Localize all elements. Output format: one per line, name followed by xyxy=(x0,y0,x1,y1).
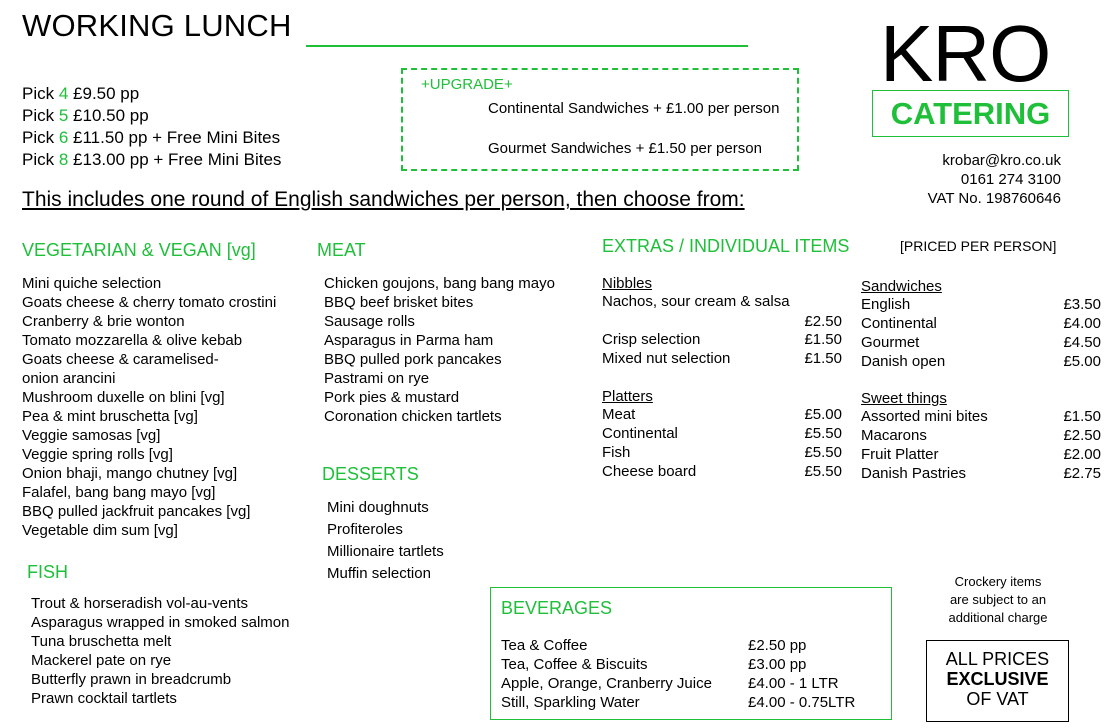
platters-heading: Platters xyxy=(602,388,653,405)
sandwiches-price: £5.00 xyxy=(1063,353,1101,370)
platters-price: £5.00 xyxy=(804,406,842,423)
meat-list xyxy=(324,274,555,426)
upgrade-gourmet: Gourmet Sandwiches + £1.50 per person xyxy=(488,140,762,157)
vegetarian-heading: VEGETARIAN & VEGAN [vg] xyxy=(22,240,256,260)
list-item: Pastrami on rye xyxy=(324,370,430,387)
desserts-list xyxy=(327,497,444,585)
pricing-option: Pick 8 £13.00 pp + Free Mini Bites xyxy=(22,150,282,169)
list-item: Falafel, bang bang mayo [vg] xyxy=(22,484,216,501)
beverages-box xyxy=(490,587,892,720)
list-item: Profiteroles xyxy=(327,521,403,538)
fish-heading: FISH xyxy=(27,562,69,582)
list-item: Muffin selection xyxy=(327,565,431,582)
list-item: Onion bhaji, mango chutney [vg] xyxy=(22,465,238,482)
list-item: Millionaire tartlets xyxy=(327,543,444,560)
beverage-item: Still, Sparkling Water xyxy=(501,694,640,711)
platters-item: Cheese board xyxy=(602,463,697,480)
contact-phone: 0161 274 3100 xyxy=(960,171,1061,188)
priced-per-person-note: [PRICED PER PERSON] xyxy=(900,238,1057,254)
pick-count: 6 xyxy=(58,128,69,147)
sweet-price: £2.00 xyxy=(1063,446,1101,463)
intro-text: This includes one round of English sandwiches per person, then choose from: xyxy=(22,188,745,211)
upgrade-heading: +UPGRADE+ xyxy=(421,76,513,93)
list-item: BBQ pulled jackfruit pancakes [vg] xyxy=(22,503,251,520)
pick-count: 5 xyxy=(58,106,69,125)
sweet-item: Macarons xyxy=(861,427,927,444)
list-item: Goats cheese & cherry tomato crostini xyxy=(22,294,277,311)
sandwiches-item: Continental xyxy=(861,315,937,332)
list-item: Tuna bruschetta melt xyxy=(31,633,172,650)
list-item: Goats cheese & caramelised- xyxy=(22,351,219,368)
vat-notice: ALL PRICES EXCLUSIVE OF VAT xyxy=(926,640,1069,722)
list-item: BBQ pulled pork pancakes xyxy=(324,351,502,368)
sandwiches-heading: Sandwiches xyxy=(861,278,942,295)
sandwiches-item: Gourmet xyxy=(861,334,920,351)
beverage-price: £4.00 - 0.75LTR xyxy=(748,694,856,711)
beverage-item: Tea, Coffee & Biscuits xyxy=(501,656,648,673)
list-item: Mushroom duxelle on blini [vg] xyxy=(22,389,225,406)
pricing-option: Pick 5 £10.50 pp xyxy=(22,106,149,125)
vegetarian-list xyxy=(22,274,276,540)
pricing-option: Pick 4 £9.50 pp xyxy=(22,84,140,103)
nibbles-item: Crisp selection xyxy=(602,331,701,348)
fish-list xyxy=(31,594,289,708)
extras-heading: EXTRAS / INDIVIDUAL ITEMS xyxy=(602,236,850,256)
kro-logo: KRO xyxy=(880,9,1051,98)
list-item: Mini doughnuts xyxy=(327,499,429,516)
sweet-price: £1.50 xyxy=(1063,408,1101,425)
list-item: Pea & mint bruschetta [vg] xyxy=(22,408,198,425)
nibbles-price: £2.50 xyxy=(804,313,842,330)
beverage-price: £3.00 pp xyxy=(748,656,807,673)
platters-item: Continental xyxy=(602,425,678,442)
list-item: Pork pies & mustard xyxy=(324,389,460,406)
list-item: Mackerel pate on rye xyxy=(31,652,172,669)
list-item: Veggie spring rolls [vg] xyxy=(22,446,173,463)
beverage-item: Tea & Coffee xyxy=(501,637,588,654)
list-item: Butterfly prawn in breadcrumb xyxy=(31,671,232,688)
crockery-note: Crockery items are subject to an additional charge xyxy=(948,574,1048,625)
list-item: BBQ beef brisket bites xyxy=(324,294,474,311)
list-item: Sausage rolls xyxy=(324,313,415,330)
sweet-heading: Sweet things xyxy=(861,390,947,407)
sandwiches-price: £4.00 xyxy=(1063,315,1101,332)
upgrade-continental: Continental Sandwiches + £1.00 per person xyxy=(488,100,780,117)
list-item: Vegetable dim sum [vg] xyxy=(22,522,178,539)
list-item: Chicken goujons, bang bang mayo xyxy=(324,275,555,292)
beverage-price: £2.50 pp xyxy=(748,637,807,654)
title-underline xyxy=(306,45,748,47)
sweet-item: Danish Pastries xyxy=(861,465,967,482)
sandwiches-item: Danish open xyxy=(861,353,946,370)
platters-price: £5.50 xyxy=(804,463,842,480)
sandwiches-price: £4.50 xyxy=(1063,334,1101,351)
sweet-item: Assorted mini bites xyxy=(861,408,988,425)
beverage-price: £4.00 - 1 LTR xyxy=(748,675,839,692)
platters-price: £5.50 xyxy=(804,444,842,461)
platters-item: Fish xyxy=(602,444,631,461)
sandwiches-item: English xyxy=(861,296,911,313)
platters-item: Meat xyxy=(602,406,636,423)
sandwiches-price: £3.50 xyxy=(1063,296,1101,313)
nibbles-item: Nachos, sour cream & salsa xyxy=(602,293,790,310)
contact-email: krobar@kro.co.uk xyxy=(942,152,1061,169)
desserts-heading: DESSERTS xyxy=(322,464,419,484)
meat-heading: MEAT xyxy=(317,240,366,260)
pick-count: 8 xyxy=(58,150,69,169)
list-item: Asparagus wrapped in smoked salmon xyxy=(31,614,290,631)
nibbles-item: Mixed nut selection xyxy=(602,350,731,367)
pricing-option: Pick 6 £11.50 pp + Free Mini Bites xyxy=(22,128,281,147)
upgrade-box xyxy=(401,68,799,171)
catering-logo: CATERING xyxy=(872,90,1069,137)
sweet-price: £2.75 xyxy=(1063,465,1101,482)
list-item: Cranberry & brie wonton xyxy=(22,313,185,330)
nibbles-price: £1.50 xyxy=(804,331,842,348)
sweet-price: £2.50 xyxy=(1063,427,1101,444)
list-item: Mini quiche selection xyxy=(22,275,162,292)
beverage-item: Apple, Orange, Cranberry Juice xyxy=(501,675,712,692)
nibbles-price: £1.50 xyxy=(804,350,842,367)
list-item: Coronation chicken tartlets xyxy=(324,408,502,425)
vat-number: VAT No. 198760646 xyxy=(927,190,1061,207)
platters-price: £5.50 xyxy=(804,425,842,442)
list-item: Prawn cocktail tartlets xyxy=(31,690,177,707)
pick-count: 4 xyxy=(58,84,69,103)
list-item: Asparagus in Parma ham xyxy=(324,332,494,349)
beverages-heading: BEVERAGES xyxy=(501,598,613,618)
list-item: Veggie samosas [vg] xyxy=(22,427,161,444)
sweet-item: Fruit Platter xyxy=(861,446,939,463)
list-item: Trout & horseradish vol-au-vents xyxy=(31,595,249,612)
page-title: WORKING LUNCH xyxy=(22,8,292,43)
list-item: Tomato mozzarella & olive kebab xyxy=(22,332,243,349)
nibbles-heading: Nibbles xyxy=(602,275,653,292)
list-item: onion arancini xyxy=(22,370,116,387)
